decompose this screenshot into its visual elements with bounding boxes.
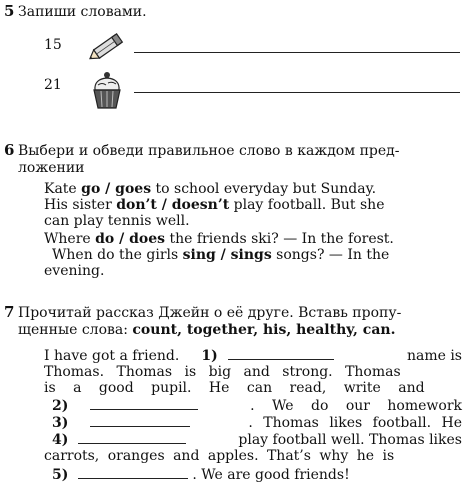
gap-label-2: 2) [52,398,69,414]
gap-5-blank[interactable] [78,466,188,479]
task-6-sentence-4b: evening. [44,263,105,279]
story-text: Thomas. Thomas is big and strong. Thomas [44,364,401,380]
task-6-instruction-line-1: Выбери и обведи правильное слово в каждом пред- [18,143,400,159]
task-6-sentence-1 [44,181,376,197]
task-7-line-8 [52,466,462,483]
story-text: play football well. Thomas likes [238,432,462,448]
pencil-icon [86,30,130,62]
choice-do-does[interactable]: do / does [95,231,166,247]
task-7-line-4 [52,397,462,414]
task-7-line-2 [44,364,462,380]
story-text: name is [406,348,462,364]
story-text: I have got a friend. [44,348,180,364]
choice-dont-doesnt[interactable]: don’t / doesn’t [116,197,230,213]
gap-2-blank[interactable] [90,397,198,410]
task-5-instruction: Запиши словами. [18,4,147,20]
task-7-line-7 [44,448,462,464]
task-6-sentence-2a [44,197,384,213]
gap-label-3: 3) [52,415,69,431]
task-7-instruction-line-2 [18,322,395,338]
gap-label-5: 5) [52,467,69,483]
sentence-text: Where [44,231,96,247]
task-7-line-6 [52,431,462,448]
task-7-line-1 [44,347,462,364]
cupcake-icon [90,70,124,110]
task-7-instruction-line-1: Прочитай рассказ Джейн о её друге. Вставь пропу- [18,305,402,321]
story-text: . We are good friends! [192,467,350,483]
story-text: is a good pupil. He can read, write and [44,380,425,396]
instruction-text: щенные слова: [18,322,133,338]
choice-go-goes[interactable]: go / goes [81,181,152,197]
sentence-text: to school everyday but Sunday. [151,181,377,197]
story-text: carrots, oranges and apples. That’s why he is [44,448,395,464]
word-bank: count, together, his, healthy, can. [132,322,396,338]
task-5-answer-line-2[interactable] [134,92,460,93]
task-5-item-1-number: 15 [44,37,62,53]
gap-label-4: 4) [52,432,69,448]
story-text: . Thomas likes football. He [248,415,462,431]
task-5-answer-line-1[interactable] [134,52,460,53]
task-5-item-2-number: 21 [44,77,62,93]
task-7-line-3 [44,380,462,396]
task-6-sentence-4a [52,247,389,263]
task-6-sentence-2b: can play tennis well. [44,213,190,229]
task-6-sentence-3 [44,231,394,247]
task-6-number: 6 [4,141,15,159]
sentence-text: songs? — In the [271,247,390,263]
sentence-text: His sister [44,197,117,213]
sentence-text: Kate [44,181,82,197]
task-5-number: 5 [4,2,15,20]
choice-sing-sings[interactable]: sing / sings [182,247,272,263]
gap-4-blank[interactable] [78,431,186,444]
sentence-text: play football. But she [229,197,385,213]
gap-label-1: 1) [201,348,218,364]
gap-1-blank[interactable] [228,347,334,360]
sentence-text: When do the girls [52,247,183,263]
task-6-instruction-line-2: ложении [18,160,85,176]
sentence-text: the friends ski? — In the forest. [165,231,394,247]
gap-3-blank[interactable] [90,414,190,427]
task-7-number: 7 [4,303,15,321]
task-7-line-5 [52,414,462,431]
story-text: . We do our homework [250,398,462,414]
